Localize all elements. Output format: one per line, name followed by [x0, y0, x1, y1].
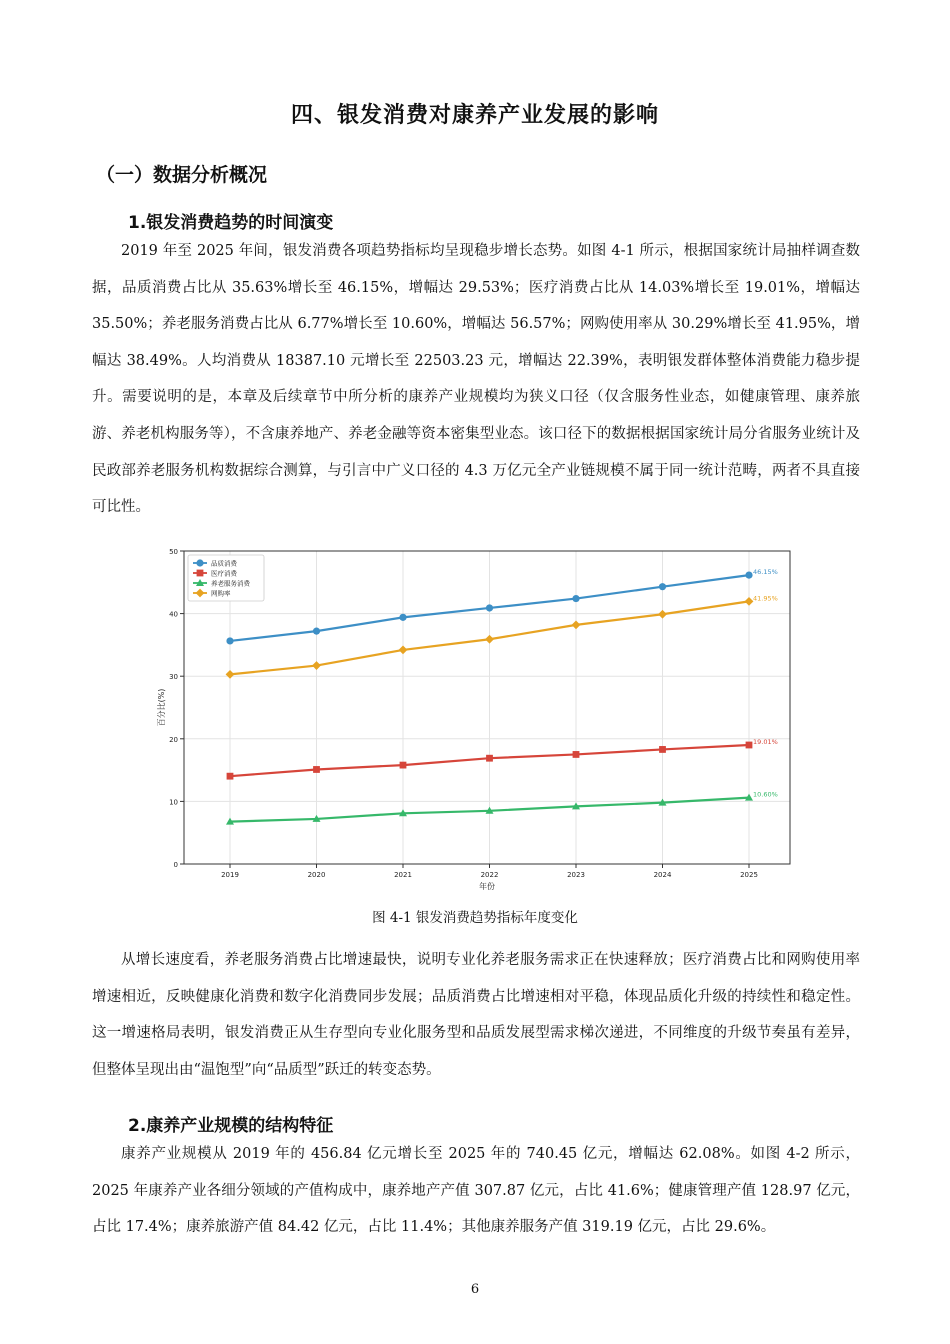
data-point	[659, 583, 666, 590]
y-tick-label: 30	[169, 673, 178, 682]
data-point	[572, 595, 579, 602]
legend-marker	[197, 570, 204, 577]
y-tick-label: 50	[169, 548, 178, 556]
subsection-heading-2: 2.康养产业规模的结构特征	[128, 1116, 334, 1136]
plot-frame	[184, 551, 790, 864]
legend-label: 医疗消费	[211, 569, 237, 578]
y-tick-label: 0	[173, 861, 178, 869]
legend-label: 品质消费	[211, 559, 237, 568]
figure-caption: 图 4-1 银发消费趋势指标年度变化	[372, 910, 578, 926]
x-tick-label: 2023	[567, 871, 585, 879]
data-point	[486, 604, 493, 611]
data-point	[399, 646, 408, 655]
data-point	[745, 572, 752, 579]
legend-marker	[196, 559, 203, 566]
end-value-label: 19.01%	[753, 737, 778, 746]
x-tick-label: 2022	[480, 871, 499, 879]
data-point	[400, 762, 407, 769]
y-tick-label: 20	[169, 735, 178, 744]
x-tick-label: 2021	[394, 871, 412, 879]
end-value-label: 41.95%	[753, 594, 778, 603]
page-number: 6	[470, 1282, 480, 1297]
data-point	[573, 751, 580, 758]
x-axis-label: 年份	[479, 882, 495, 891]
data-point	[227, 773, 234, 780]
x-tick-label: 2019	[221, 871, 239, 879]
data-point	[486, 755, 493, 762]
data-point	[399, 614, 406, 621]
y-tick-label: 40	[169, 610, 178, 619]
data-point	[658, 610, 667, 619]
data-point	[746, 742, 753, 749]
data-point	[226, 670, 235, 679]
data-point	[312, 661, 321, 670]
data-point	[313, 628, 320, 635]
x-tick-label: 2024	[653, 871, 672, 879]
chapter-heading: 四、银发消费对康养产业发展的影响	[290, 103, 659, 128]
data-point	[659, 746, 666, 753]
paragraph-1: 2019 年至 2025 年间，银发消费各项趋势指标均呈现稳步增长态势。如图 4-1 所示，根据国家统计局抽样调查数据，品质消费占比从 35.63%增长至 46.15%，增幅达 29.53%；医疗消费占比从 14.03%增长至 19.01%，增幅达 35.50%；养老服务消费占比从 6.77%增长至 10.60%，增幅达 56.57%；网购使用率从 30.29%增长至 41.95%，增幅达 38.49%。人均消费从 18387.10 元增长至 22503.23 元，增幅达 22.39%，表明银发群体整体消费能力稳步提升。需要说明的是，本章及后续章节中所分析的康养产业规模均为狭义口径（仅含服务性业态，如健康管理、康养旅游、养老机构服务等），不含康养地产、养老金融等资本密集型业态。该口径下的数据根据国家统计局分省服务业统计及民政部养老服务机构数据综合测算，与引言中广义口径的 4.3 万亿元全产业链规模不属于同一统计范畴，两者不具直接可比性。	[92, 243, 860, 516]
trend-line-chart	[150, 540, 800, 895]
paragraph-3: 康养产业规模从 2019 年的 456.84 亿元增长至 2025 年的 740.45 亿元，增幅达 62.08%。如图 4-2 所示，2025 年康养产业各细分领域的产值构成中，康养地产产值 307.87 亿元，占比 41.6%；健康管理产值 128.97 亿元，占比 17.4%；康养旅游产值 84.42 亿元，占比 11.4%；其他康养服务产值 319.19 亿元，占比 29.6%。	[92, 1146, 860, 1236]
y-axis-label: 百分比(%)	[157, 688, 166, 727]
x-tick-label: 2025	[740, 871, 758, 879]
y-tick-label: 10	[169, 798, 178, 807]
section-heading: （一）数据分析概况	[96, 164, 268, 186]
legend-label: 网购率	[211, 589, 231, 598]
data-point	[572, 620, 581, 629]
x-tick-label: 2020	[307, 871, 326, 879]
data-point	[226, 637, 233, 644]
end-value-label: 10.60%	[753, 790, 778, 799]
legend-label: 养老服务消费	[211, 579, 250, 588]
data-point	[485, 635, 494, 644]
data-point	[313, 766, 320, 773]
subsection-heading-1: 1.银发消费趋势的时间演变	[128, 213, 334, 233]
end-value-label: 46.15%	[753, 568, 778, 577]
paragraph-2: 从增长速度看，养老服务消费占比增速最快，说明专业化养老服务需求正在快速释放；医疗消费占比和网购使用率增速相近，反映健康化消费和数字化消费同步发展；品质消费占比增速相对平稳，体现品质化升级的持续性和稳定性。这一增速格局表明，银发消费正从生存型向专业化服务型和品质发展型需求梯次递进，不同维度的升级节奏虽有差异，但整体呈现出由“温饱型”向“品质型”跃迁的转变态势。	[92, 952, 860, 1078]
